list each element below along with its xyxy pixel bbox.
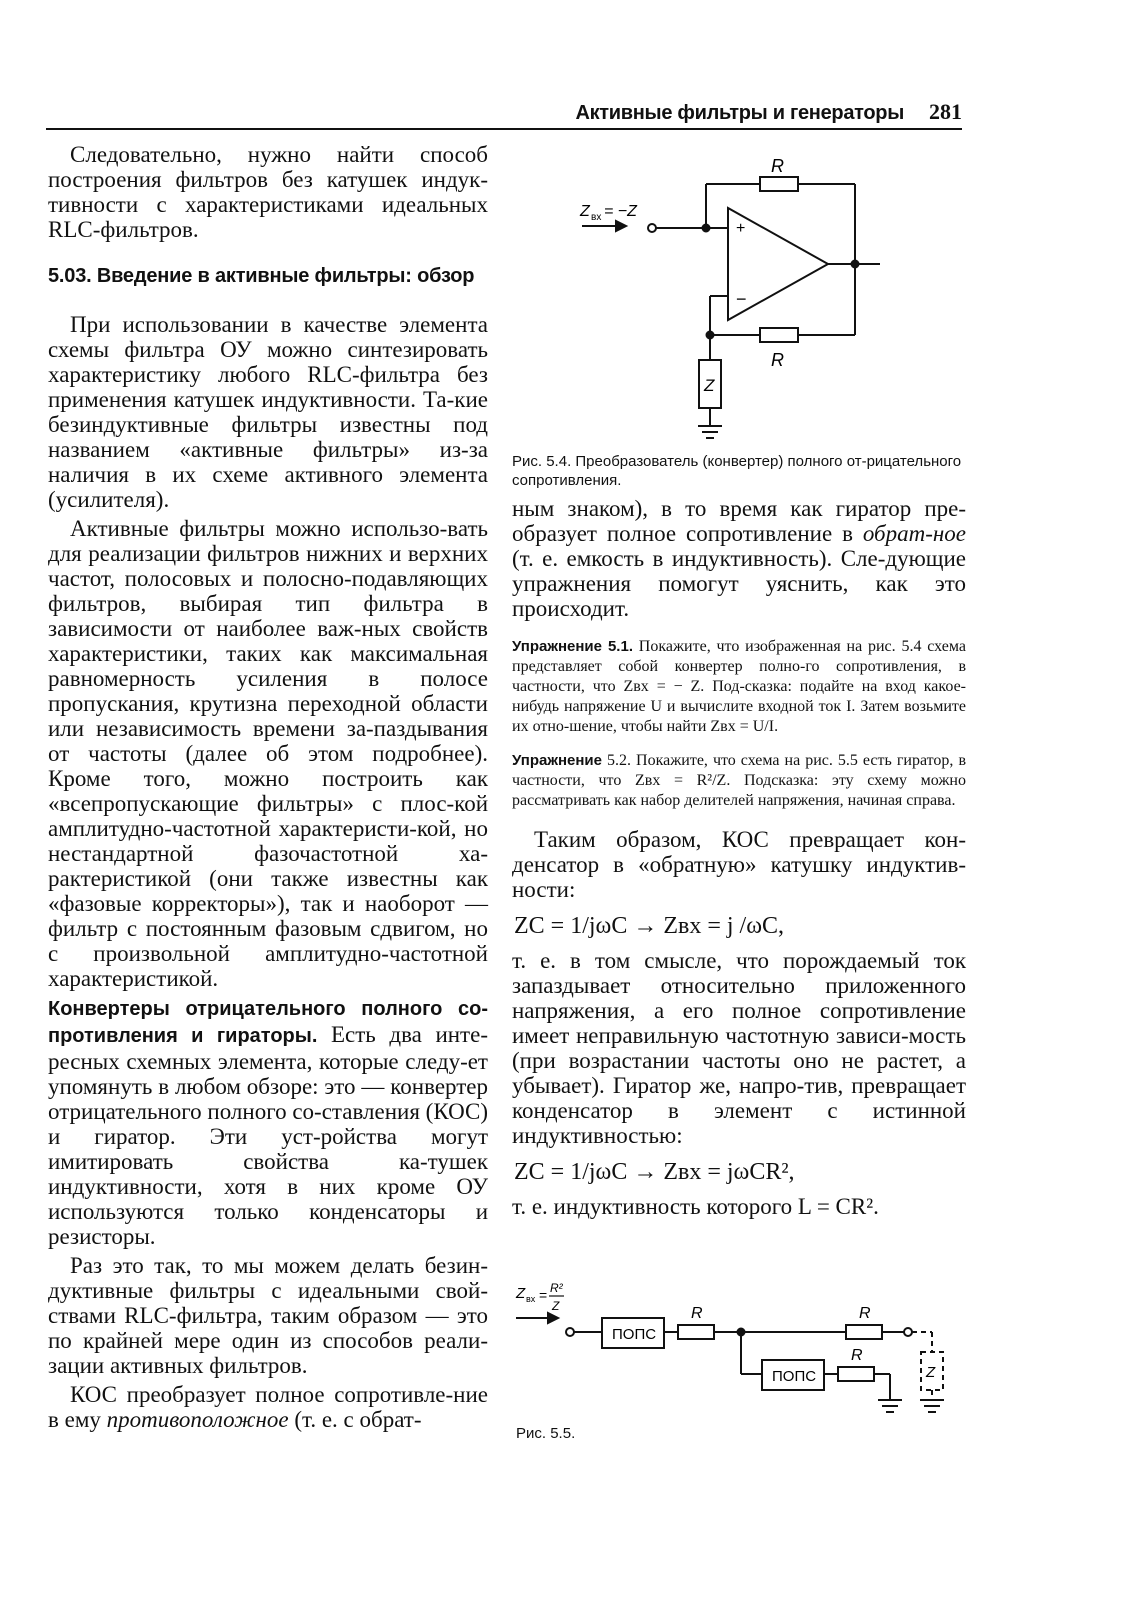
zin-subscript: вх xyxy=(591,212,602,223)
page-number: 281 xyxy=(929,99,962,124)
figure-5-4-caption: Рис. 5.4. Преобразователь (конвертер) полного от-рицательного сопротивления. xyxy=(512,453,962,489)
paragraph: т. е. в том смысле, что порождаемый ток запаздывает относительно приложенного напряжения, а его полное сопротивление имеет неправильную частотную зависи-мость (при возрастании частоты оно не растет, а убывает). Гиратор же, напро-тив, превращает конденсатор в элемент с истинной индуктивностью: xyxy=(512,948,966,1148)
zin-numerator: R² xyxy=(550,1281,563,1295)
minus-sign: − xyxy=(736,289,747,309)
zin-label: Z xyxy=(580,203,590,220)
input-terminal xyxy=(566,1328,574,1336)
emphasis: обрат-ное xyxy=(862,521,966,546)
paragraph: Раз это так, то мы можем делать безин-дуктивные фильтры с идеальными свой-ствами RLC-фильтра, таким образом — это по крайней мере один из способов реали-зации активных фильтров. xyxy=(48,1253,488,1378)
paragraph: Таким образом, КОС превращает кон-денсатор в «обратную» катушку индуктив-ности: xyxy=(512,827,966,902)
resistor-bottom xyxy=(760,328,798,342)
exercise-heading: Упражнение xyxy=(512,752,602,769)
paragraph: Следовательно, нужно найти способ построения фильтров без катушек индук-тивности с характеристиками идеальных RLC-фильтров. xyxy=(48,142,488,242)
input-terminal xyxy=(648,224,656,232)
paragraph: При использовании в качестве элемента схемы фильтра ОУ можно синтезировать характеристику любого RLC-фильтра без применения катушек индуктивности. Та-кие безиндуктивные фильтры известны под названием «активные фильтры» из-за наличия в их схеме активного элемента (усилителя). xyxy=(48,312,488,512)
figure-5-5-caption: Рис. 5.5. xyxy=(516,1425,576,1442)
equals-sign: = xyxy=(539,1287,548,1303)
right-column xyxy=(512,496,966,1219)
formula-2: ZC = 1/jωC → Zвх = jωCR², xyxy=(514,1159,795,1185)
paragraph: Активные фильтры можно использо-вать для реализации фильтров нижних и верхних частот, полосовых и полосно-подавляющих фильтров, выбирая тип фильтра в зависимости от наиболее важ-ных свойств характеристики, таких как максимальная равномерность усиления в полосе пропускания, крутизна переходной области или независимость времени за-паздывания от частоты (далее об этом подробнее). Кроме того, можно построить как «всепропускающие фильтры» с плос-кой амплитудно-частотной характеристи-кой, но нестандартной фазочастотной ха-рактеристикой (они также известны как «фазовые корректоры»), так и наоборот — фильтр с постоянным фазовым сдвигом, но с произвольной амплитудно-частотной характеристикой. xyxy=(48,516,488,991)
paragraph xyxy=(48,1382,488,1432)
figure-5-5-gyrator-circuit xyxy=(512,1270,962,1420)
run-in-heading: Конвертеры отрицательного полного со-противления и гираторы. xyxy=(48,998,488,1047)
resistor-label: R xyxy=(851,1347,863,1364)
resistor-top xyxy=(760,177,798,191)
paragraph-text: (т. е. емкость в индуктивность). Сле-дующие упражнения помогут уяснить, как это происходит. xyxy=(512,546,966,621)
figure-5-4-nic-circuit xyxy=(560,150,920,445)
exercise-5-1 xyxy=(512,637,966,737)
impedance-label: Z xyxy=(926,1364,936,1381)
exercise-text: 5.2. Покажите, что схема на рис. 5.5 есть гиратор, в частности, что Zвх = R²/Z. Подсказка: эту схему можно рассматривать как набор делителей напряжения, начиная справа. xyxy=(512,752,966,809)
resistor-label: R xyxy=(771,156,784,176)
resistor-label: R xyxy=(771,350,784,370)
resistor-label: R xyxy=(859,1305,871,1322)
emphasis: противоположное xyxy=(106,1407,289,1432)
paragraph-text: Есть два инте-ресных схемных элемента, которые следу-ет упомянуть в любом обзоре: это — конвертер отрицательного полного со-ставления (КОС) и гиратор. Эти уст-ройства могут имитировать свойства ка-тушек индуктивности, хотя в них кроме ОУ используются только конденсаторы и резисторы. xyxy=(48,1022,488,1249)
running-title: Активные фильтры и генераторы xyxy=(575,102,904,124)
zin-value: = −Z xyxy=(604,203,637,220)
paragraph-text: (т. е. с обрат- xyxy=(288,1407,422,1432)
output-terminal xyxy=(904,1328,912,1336)
resistor-1 xyxy=(678,1325,714,1339)
nic-block-label: ПОПС xyxy=(772,1368,817,1385)
section-heading: 5.03. Введение в активные фильтры: обзор xyxy=(48,265,475,287)
plus-sign: + xyxy=(736,220,746,237)
formula-1: ZC = 1/jωC → Zвх = j /ωC, xyxy=(514,913,785,939)
resistor-3 xyxy=(838,1367,874,1381)
resistor-label: R xyxy=(691,1305,703,1322)
resistor-2 xyxy=(846,1325,882,1339)
exercise-5-2 xyxy=(512,751,966,811)
junction-dot xyxy=(852,261,859,268)
zin-subscript: вх xyxy=(526,1294,536,1304)
zin-label: Z xyxy=(516,1285,526,1302)
impedance-label: Z xyxy=(704,376,715,395)
left-column xyxy=(48,142,488,1432)
exercise-heading: Упражнение 5.1. xyxy=(512,638,633,655)
nic-block-label: ПОПС xyxy=(612,1326,657,1343)
exercise-text: Покажите, что изображенная на рис. 5.4 схема представляет собой конвертер полно-го сопротивления, в частности, что Zвх = − Z. Под-сказка: подайте на вход какое-нибудь напряжение U и вычислите входной ток I. Затем возьмите их отно-шение, чтобы найти Zвх = U/I. xyxy=(512,638,966,735)
paragraph-text: КОС преобразует полное сопротивле-ние в ему xyxy=(48,1382,488,1432)
page-header xyxy=(46,92,962,130)
zin-denominator: Z xyxy=(552,1299,560,1313)
paragraph xyxy=(48,995,488,1249)
paragraph: т. е. индуктивность которого L = CR². xyxy=(512,1194,879,1219)
paragraph-text: ным знаком), в то время как гиратор пре-образует полное сопротивление в xyxy=(512,496,966,546)
paragraph xyxy=(512,496,966,621)
